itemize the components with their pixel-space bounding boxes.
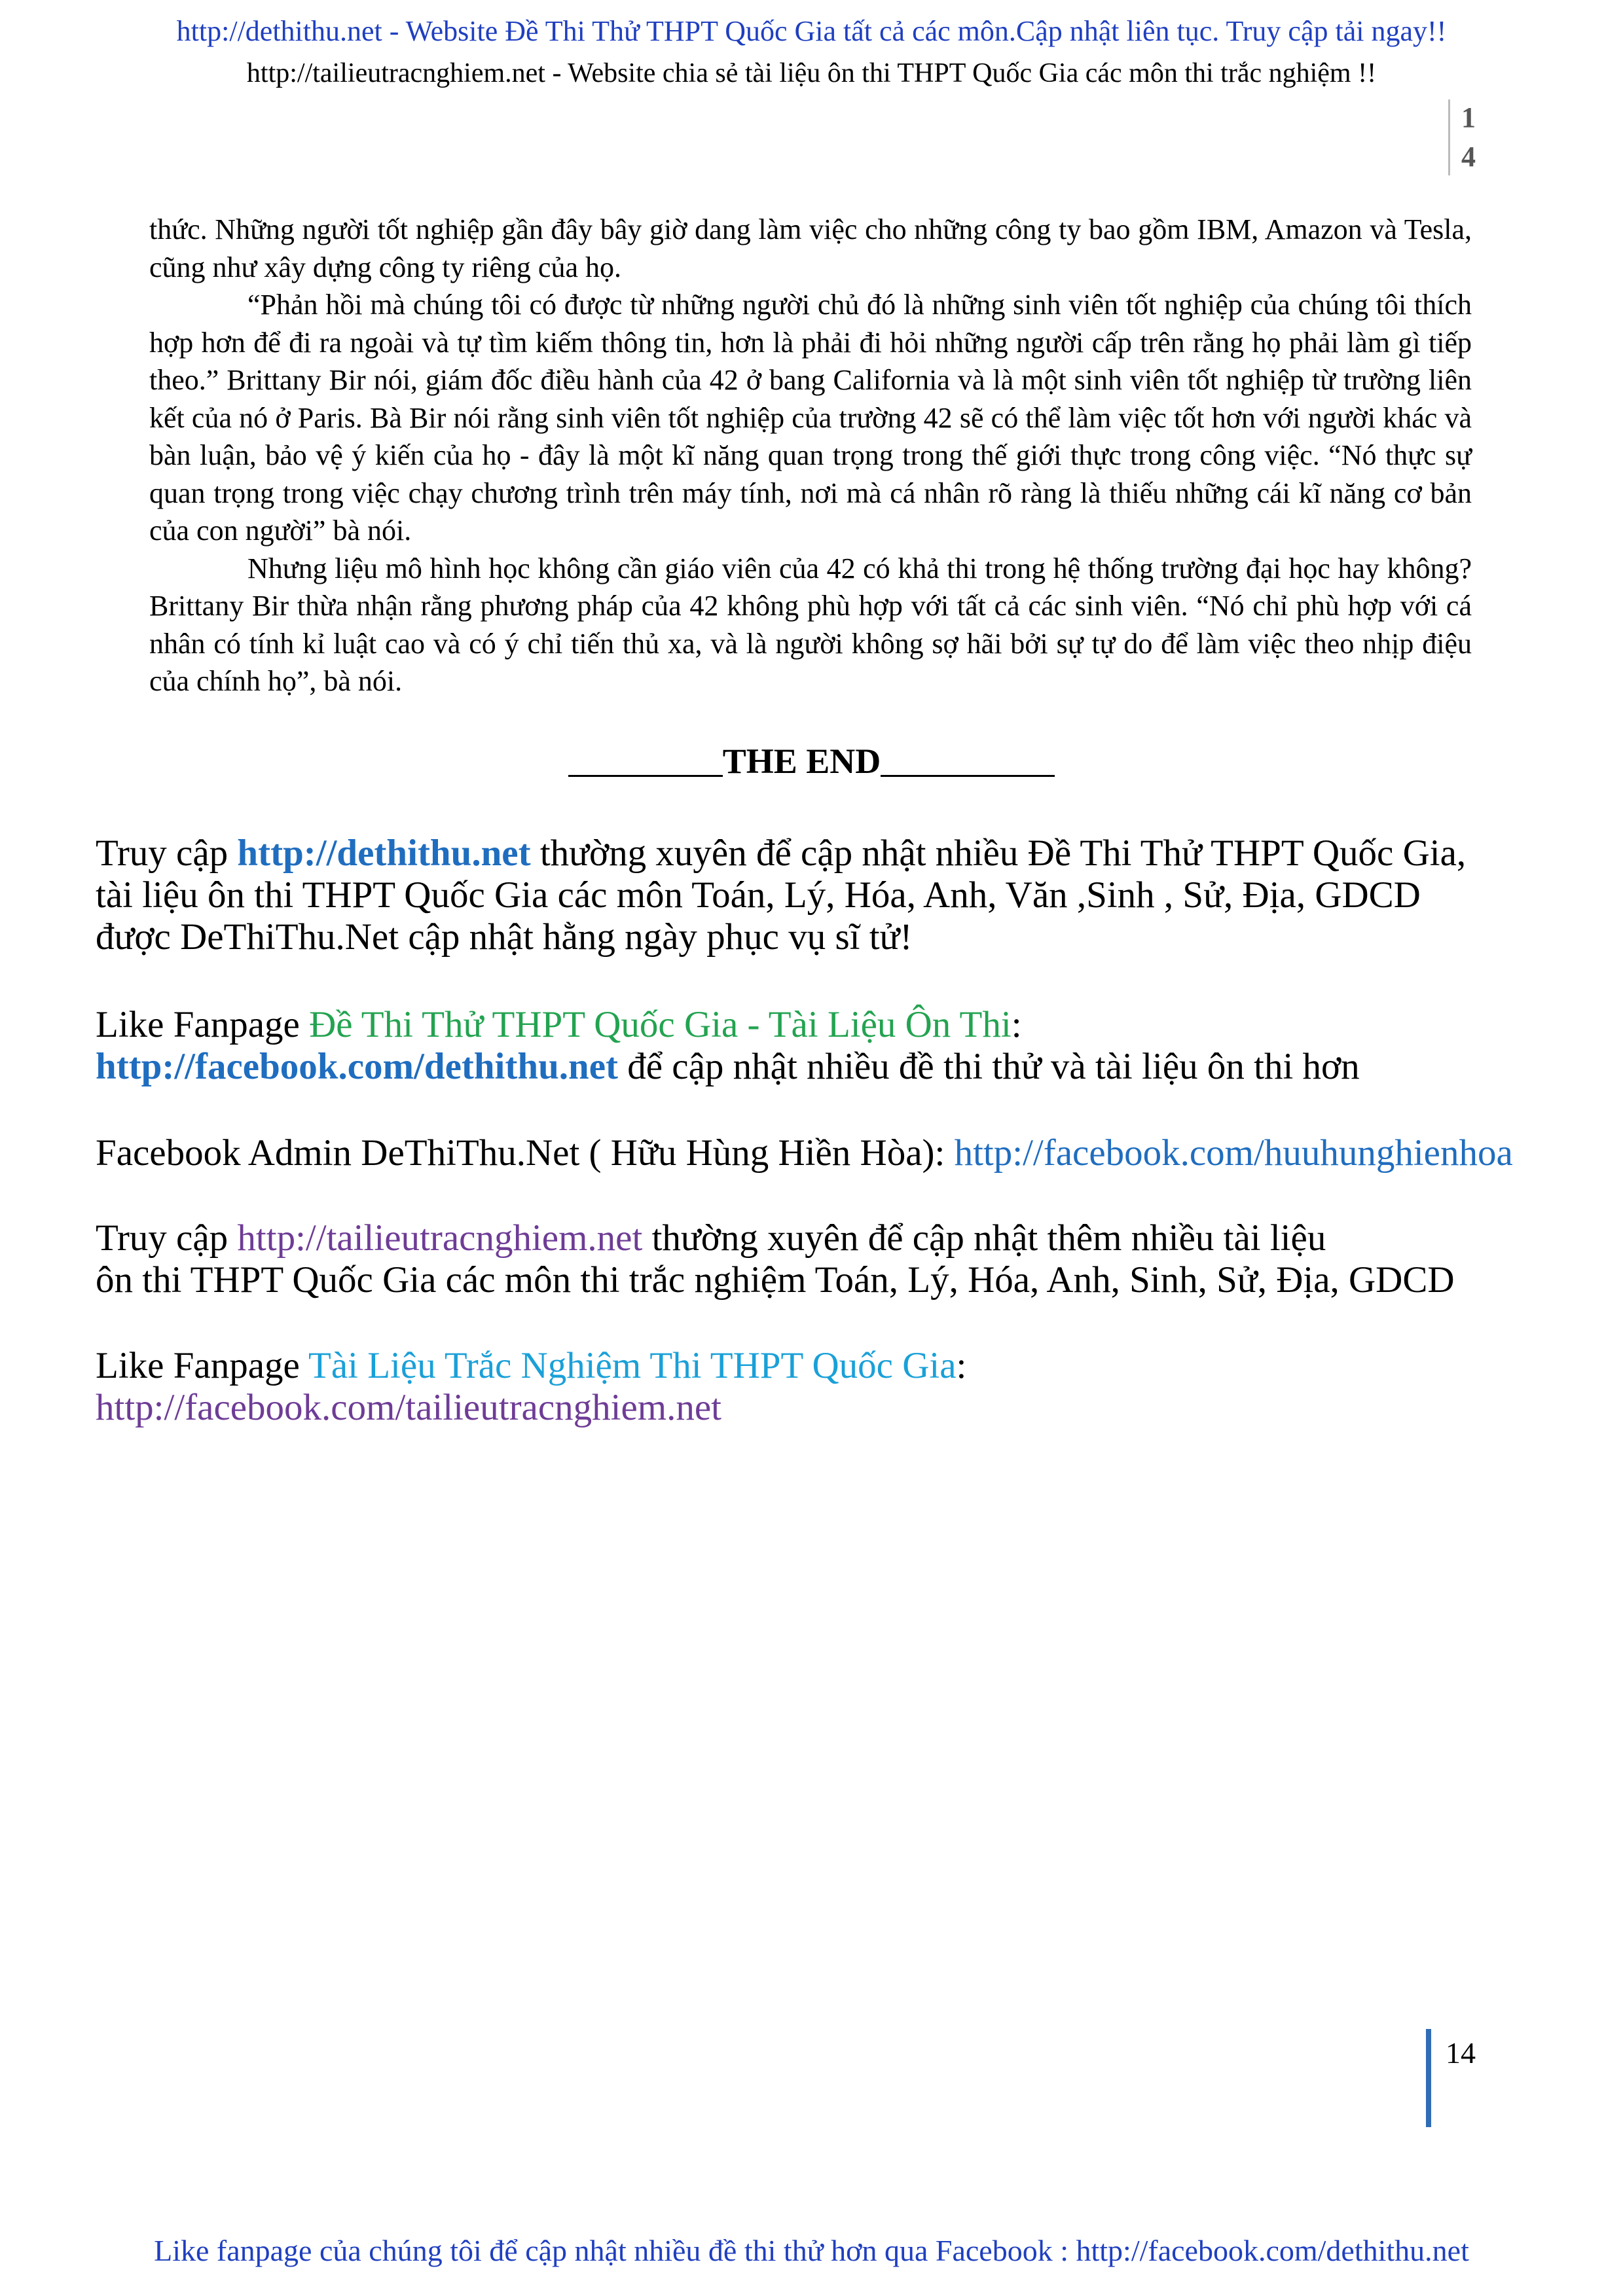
dethithu-link[interactable]: http://dethithu.net: [237, 833, 531, 874]
paragraph: Nhưng liệu mô hình học không cần giáo viên của 42 có khả thi trong hệ thống trường đại học hay không? Brittany Bir thừa nhận rằng phương pháp của 42 không phù hợp với tất cả các sinh viên. “Nó chỉ phù hợp với cá nhân có tính kỉ luật cao và có ý chỉ tiến thủ xa, và là người không sợ hãi bởi sự tự do để làm việc theo nhịp điệu của chính họ”, bà nói.: [149, 552, 1472, 697]
article-body: [149, 211, 1472, 700]
promo-tailieutracnghiem: [96, 1217, 1601, 1301]
the-end-heading: [0, 741, 1623, 781]
promo-text: Truy cập: [96, 833, 238, 874]
facebook-tailieu-link[interactable]: http://facebook.com/tailieutracnghiem.net: [96, 1387, 722, 1428]
promo-text: để cập nhật nhiều đề thi thử và tài liệu ôn thi hơn: [618, 1046, 1360, 1087]
admin-facebook-link[interactable]: http://facebook.com/huuhunghienhoa: [954, 1132, 1513, 1174]
promo-admin: [96, 1132, 1601, 1174]
header-divider: [1448, 99, 1450, 175]
promo-text: được DeThiThu.Net cập nhật hằng ngày phục vụ sĩ tử!: [96, 916, 913, 958]
header-page-digit: 1: [1461, 101, 1476, 134]
page-number-bar: [1426, 2029, 1431, 2127]
header-link-dethithu[interactable]: http://dethithu.net - Website Đề Thi Thử THPT Quốc Gia tất cả các môn.Cập nhật liên tục. Truy cập tải ngay!!: [176, 15, 1447, 47]
the-end-label: THE END: [722, 742, 881, 781]
underline-right: [881, 775, 1055, 777]
promo-fanpage-dethithu: [96, 1004, 1601, 1088]
facebook-dethithu-link[interactable]: http://facebook.com/dethithu.net: [96, 1046, 618, 1087]
header-link-tailieutracnghiem[interactable]: http://tailieutracnghiem.net - Website chia sẻ tài liệu ôn thi THPT Quốc Gia các môn thi trắc nghiệm !!: [246, 58, 1377, 88]
promo-fanpage-tailieu: [96, 1345, 1601, 1429]
paragraph: “Phản hồi mà chúng tôi có được từ những người chủ đó là những sinh viên tốt nghiệp của chúng tôi thích hợp hơn để đi ra ngoài và tự tìm kiếm thông tin, hơn là phải đi hỏi những người cấp trên rằng họ phải làm gì tiếp theo.” Brittany Bir nói, giám đốc điều hành của 42 ở bang California và là một sinh viên tốt nghiệp từ trường liên kết của nó ở Paris. Bà Bir nói rằng sinh viên tốt nghiệp của trường 42 sẽ có thể làm việc tốt hơn với người khác và bàn luận, bảo vệ ý kiến của họ - đây là một kĩ năng quan trọng trong thế giới thực trong công việc. “Nó thực sự quan trọng trong việc chạy chương trình trên máy tính, nơi mà cá nhân rõ ràng là thiếu những cái kĩ năng cơ bản của con người” bà nói.: [149, 289, 1472, 547]
promo-text: tài liệu ôn thi THPT Quốc Gia các môn Toán, Lý, Hóa, Anh, Văn ,Sinh , Sử, Địa, GDCD: [96, 874, 1421, 916]
promo-dethithu: [96, 833, 1601, 958]
underline-left: [568, 775, 723, 777]
tailieutracnghiem-link[interactable]: http://tailieutracnghiem.net: [237, 1217, 643, 1259]
footer-link[interactable]: Like fanpage của chúng tôi để cập nhật nhiều đề thi thử hơn qua Facebook : http://facebook.com/dethithu.net: [154, 2234, 1469, 2267]
paragraph: thức. Những người tốt nghiệp gần đây bây giờ dang làm việc cho những công ty bao gồm IBM, Amazon và Tesla, cũng như xây dựng công ty riêng của họ.: [149, 213, 1472, 283]
promo-text: Like Fanpage: [96, 1345, 309, 1386]
fanpage-name[interactable]: Đề Thi Thử THPT Quốc Gia - Tài Liệu Ôn Thi: [309, 1004, 1012, 1045]
promo-text: :: [1011, 1004, 1022, 1045]
promo-text: thường xuyên để cập nhật thêm nhiều tài liệu: [642, 1217, 1326, 1259]
promo-text: Facebook Admin DeThiThu.Net ( Hữu Hùng Hiền Hòa):: [96, 1132, 955, 1174]
fanpage-name[interactable]: Tài Liệu Trắc Nghiệm Thi THPT Quốc Gia: [308, 1345, 957, 1386]
promo-text: thường xuyên để cập nhật nhiều Đề Thi Thử THPT Quốc Gia,: [530, 833, 1467, 874]
promo-text: Truy cập: [96, 1217, 238, 1259]
promo-text: ôn thi THPT Quốc Gia các môn thi trắc nghiệm Toán, Lý, Hóa, Anh, Sinh, Sử, Địa, GDCD: [96, 1259, 1455, 1300]
promo-text: Like Fanpage: [96, 1004, 310, 1045]
page-number: 14: [1446, 2036, 1476, 2070]
header-page-number: [1461, 98, 1487, 177]
promo-text: :: [956, 1345, 967, 1386]
header-page-digit: 4: [1461, 141, 1476, 173]
